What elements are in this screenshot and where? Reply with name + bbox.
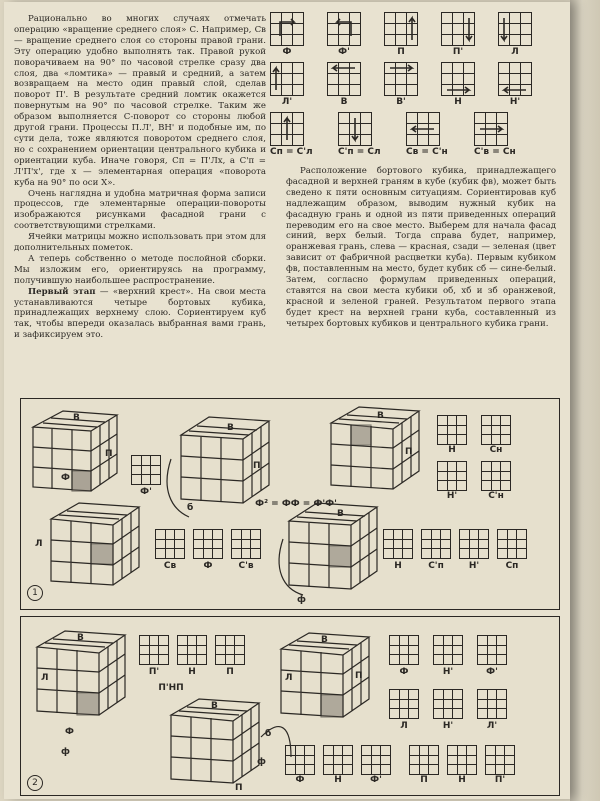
fig2-label-Lprime: Л' [486,721,498,731]
fig1-face-P2: П [253,461,261,471]
fig1-face-P: П [105,449,113,459]
notation-Sp: Сп = С'л [270,112,313,157]
fig1-label-F2: Ф² = ФФ = Ф'Ф' [255,499,337,509]
notation-Sv: Св = С'н [406,112,448,157]
paragraph-middle-layer: Рационально во многих случаях отмечать операцию «вращение среднего слоя» С. Например, Св — вращение среднего слоя со стороны правой грани. Эту операцию удобно выполнять так. Правой рукой поворачиваем на 90° по часовой стрелке сразу два слоя, два «ломтика» — правый и средний, а затем возвращаем на место один правый слой, сделав поворот П'. В результате средний ломтик окажется повернутым на 90° по часовой стрелке. Таким же образом выполняется С-поворот со стороны любой другой грани. Процессы П.Л', ВН' и подобные им, по сути дела, тоже являются поворотом среднего слоя, но с сохранением ориентации центрального кубика и ориентации куба. Иначе говоря, Сп = П'Лх, а С'п = Л'П'х', где х — элементарная операция «поворота куба на 90° по оси X». [14,14,266,188]
fig2-label-P: П [226,667,234,677]
fig1-op-Fprime [131,455,161,485]
paragraph-matrix-cells: Ячейки матрицы можно использовать при этом для дополнительных пометок. [14,232,266,254]
fig2-label-L: Л [400,721,408,731]
notation-P-prime: П' [441,12,475,57]
notation-N: Н [441,62,475,107]
fig2-label-N2: Н [334,775,342,785]
fig1-face-V3: В [377,411,384,421]
notation-L-prime: Л' [270,62,304,107]
fig2-op-N [177,635,207,665]
fig2-label-F: Ф [399,667,409,677]
fig2-op-Nprime [433,635,463,665]
figure-2-box [20,616,560,796]
fig2-face-P: П [235,783,243,793]
fig2-label-F2: Ф [295,775,305,785]
fig2-op-Fprime2 [361,745,391,775]
fig1-label-Snprime: С'н [488,491,504,501]
fig2-op-N3 [447,745,477,775]
left-text-column [14,14,266,341]
fig1-op-F [193,529,223,559]
fig2-label-PprimeNP: П'НП [158,683,184,693]
notation-N-prime: Н' [498,62,532,107]
fig2-arrow-f2: ф [257,757,266,767]
fig2-label-Pprime2: П' [494,775,506,785]
fig2-label-N: Н [188,667,196,677]
fig1-label-N2: Н [394,561,402,571]
page-edge [570,0,600,801]
first-stage-heading: Первый этап [28,286,96,297]
fig2-op-N2 [323,745,353,775]
fig2-face-L2: Л [285,673,293,683]
notation-grid [270,12,560,162]
fig2-face-L: Л [41,673,49,683]
fig2-label-Fprime2: Ф' [370,775,382,785]
fig1-label-Nprime2: Н' [468,561,480,571]
fig2-arrow-f: ф [61,747,70,757]
fig2-face-V2: В [211,701,218,711]
notation-L: Л [498,12,532,57]
fig1-label-Svprime: С'в [238,561,254,571]
fig2-op-Fprime [477,635,507,665]
notation-Sp-prime: С'п = Сл [338,112,381,157]
fig2-label-Fprime: Ф' [486,667,498,677]
fig1-label-Fprime: Ф' [140,487,152,497]
fig2-face-V: В [77,633,84,643]
fig1-face-V4: В [337,509,344,519]
fig2-label-N3: Н [458,775,466,785]
paragraph-layer-method: А теперь собственно о методе послойной сборки. Мы изложим его, ориентируясь на программу, получившую наибольшее распространение. [14,253,266,286]
fig1-op-Nprime2 [459,529,489,559]
fig1-label-Sn: Сн [489,445,503,455]
paragraph-edge-cubie: Расположение бортового кубика, принадлежащего фасадной и верхней граням в кубе (кубик фв), может быть сведено к пяти основным ситуациям. Сориентировав куб надлежащим образом, выводим нужный кубик на фасадную грань и одной из пяти приведенных операций переводим его на свое место. Выберем для начала фасад синий, верх белый. Тогда справа будет, например, оранжевая грань, слева — красная, сзади — зеленая (цвет зависит от фабричной расцветки куба). Первым кубиком фв, поставленным на место, будет кубик сб — сине-белый. Затем, согласно формулам приведенных операций, ставятся на свои места кубики об, хб и зб оранжевой, красной и зеленой граней. Результатом первого этапа будет крест на верхней грани куба, составленный из четырех бортовых кубиков и центрального кубика грани. [286,166,556,329]
fig2-op-P [215,635,245,665]
paragraph-first-stage [14,287,266,342]
notation-V: В [327,62,361,107]
fig1-label-N: Н [448,445,456,455]
fig1-label-F: Ф [203,561,213,571]
fig2-op-L [389,689,419,719]
fig1-face-V: В [73,413,80,423]
notation-Sv-prime: С'в = Сн [474,112,516,157]
fig2-arrow-b: б [265,729,272,739]
fig1-op-Nprime [437,461,467,491]
fig1-face-P3: П [405,447,413,457]
fig2-op-Nprime2 [433,689,463,719]
fig2-label-Nprime2: Н' [442,721,454,731]
fig1-face-L: Л [35,539,43,549]
fig1-op-N2 [383,529,413,559]
fig1-op-Snprime [481,461,511,491]
fig2-op-F2 [285,745,315,775]
fig1-label-Sp: Сп [505,561,519,571]
figure-2-number: 2 [27,775,43,791]
fig1-face-V2: В [227,423,234,433]
right-text-column [286,166,556,330]
notation-F-prime: Ф' [327,12,361,57]
fig2-label-P2: П [420,775,428,785]
fig1-op-Sv [155,529,185,559]
figure-1-number: 1 [27,585,43,601]
fig2-op-P2 [409,745,439,775]
fig2-op-Lprime [477,689,507,719]
fig2-face-V3: В [321,635,328,645]
fig2-face-P2: П [355,671,363,681]
fig2-label-Pprime: П' [148,667,160,677]
figure-1-box [20,398,560,610]
fig2-label-Nprime: Н' [442,667,454,677]
fig2-op-Pprime [139,635,169,665]
fig2-face-F: Ф [65,727,74,737]
fig1-op-Spprime [421,529,451,559]
fig1-face-F: Ф [61,473,70,483]
fig1-op-Sp [497,529,527,559]
fig1-op-N [437,415,467,445]
fig1-label-Spprime: С'п [428,561,444,571]
notation-P: П [384,12,418,57]
notation-F: Ф [270,12,304,57]
first-stage-text: — «верхний крест». На свои места устанавливаются четыре бортовых кубика, принадлежащих верхнему слою. Сориентируем куб так, чтобы впереди оказалась выбранная вами грань, и зафиксируем это. [14,286,266,341]
fig1-op-Sn [481,415,511,445]
fig1-label-Nprime: Н' [446,491,458,501]
paragraph-matrix-form: Очень наглядна и удобна матричная форма записи процессов, где элементарные операции-повороты изображаются рисунками фасадной грани с соответствующими стрелками. [14,188,266,232]
fig1-op-Svprime [231,529,261,559]
fig1-arrow-f: ф [297,595,306,605]
fig2-op-Pprime2 [485,745,515,775]
fig1-arrow-b: б [187,503,194,513]
fig2-op-F [389,635,419,665]
fig1-label-Sv: Св [163,561,177,571]
notation-V-prime: В' [384,62,418,107]
